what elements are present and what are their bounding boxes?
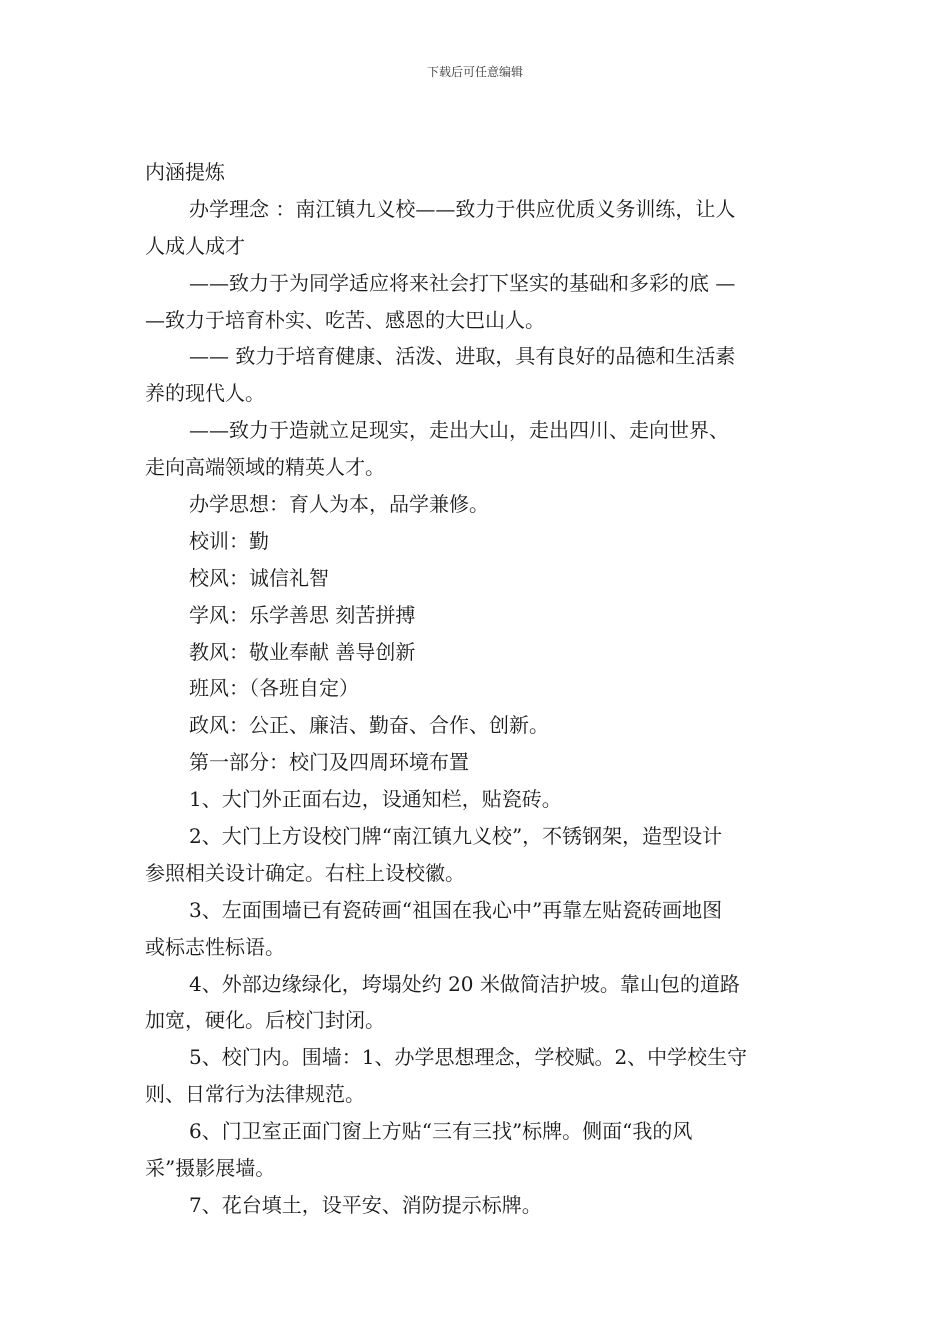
text-line: 2、大门上方设校门牌“南江镇九义校”，不锈钢架，造型设计 [189, 824, 723, 849]
text-line: 7、花台填土，设平安、消防提示标牌。 [189, 1192, 542, 1217]
text-line: 学风：乐学善思 刻苦拼搏 [189, 602, 416, 627]
text-line: 4、外部边缘绿化，垮塌处约 20 米做简洁护坡。靠山包的道路 [189, 971, 740, 996]
text-line: 办学理念 ：南江镇九义校——致力于供应优质义务训练，让人 [189, 196, 736, 221]
text-line: 5、校门内。围墙：1、办学思想理念，学校赋。2、中学校生守 [189, 1045, 748, 1070]
text-line: 第一部分：校门及四周环境布置 [189, 750, 469, 775]
text-line: 政风：公正、廉洁、勤奋、合作、创新。 [189, 713, 549, 738]
page-header: 下载后可任意编辑 [426, 65, 523, 79]
text-line: 班风：（各班自定） [189, 676, 359, 701]
text-line: 人成人成才 [145, 233, 245, 258]
text-line: 则、日常行为法律规范。 [145, 1082, 365, 1107]
text-line: 加宽，硬化。后校门封闭。 [145, 1008, 385, 1033]
text-line: ——致力于为同学适应将来社会打下坚实的基础和多彩的底 — [189, 270, 736, 295]
text-line: 内涵提炼 [145, 160, 225, 184]
text-line: 3、左面围墙已有瓷砖画“祖国在我心中”再靠左贴瓷砖画地图 [189, 897, 723, 922]
text-line: 办学思想：育人为本，品学兼修。 [189, 492, 489, 517]
text-line: —— 致力于培育健康、活泼、进取，具有良好的品德和生活素 [189, 344, 736, 369]
document-body [145, 154, 807, 1224]
text-line: —致力于培育朴实、吃苦、感恩的大巴山人。 [145, 307, 545, 332]
text-line: 参照相关设计确定。右柱上设校徽。 [145, 860, 465, 885]
text-line: 养的现代人。 [145, 381, 265, 406]
text-line: ——致力于造就立足现实，走出大山，走出四川、走向世界、 [189, 418, 729, 443]
text-line: 校风：诚信礼智 [189, 565, 329, 590]
text-line: 采”摄影展墙。 [145, 1156, 276, 1181]
text-line: 教风：敬业奉献 善导创新 [189, 639, 416, 664]
text-line: 走向高端领域的精英人才。 [145, 455, 385, 480]
text-line: 校训：勤 [189, 528, 269, 553]
text-line: 6、门卫室正面门窗上方贴“三有三找”标牌。侧面“我的风 [189, 1119, 693, 1144]
text-line: 1、大门外正面右边，设通知栏，贴瓷砖。 [189, 787, 562, 812]
text-line: 或标志性标语。 [145, 934, 285, 959]
